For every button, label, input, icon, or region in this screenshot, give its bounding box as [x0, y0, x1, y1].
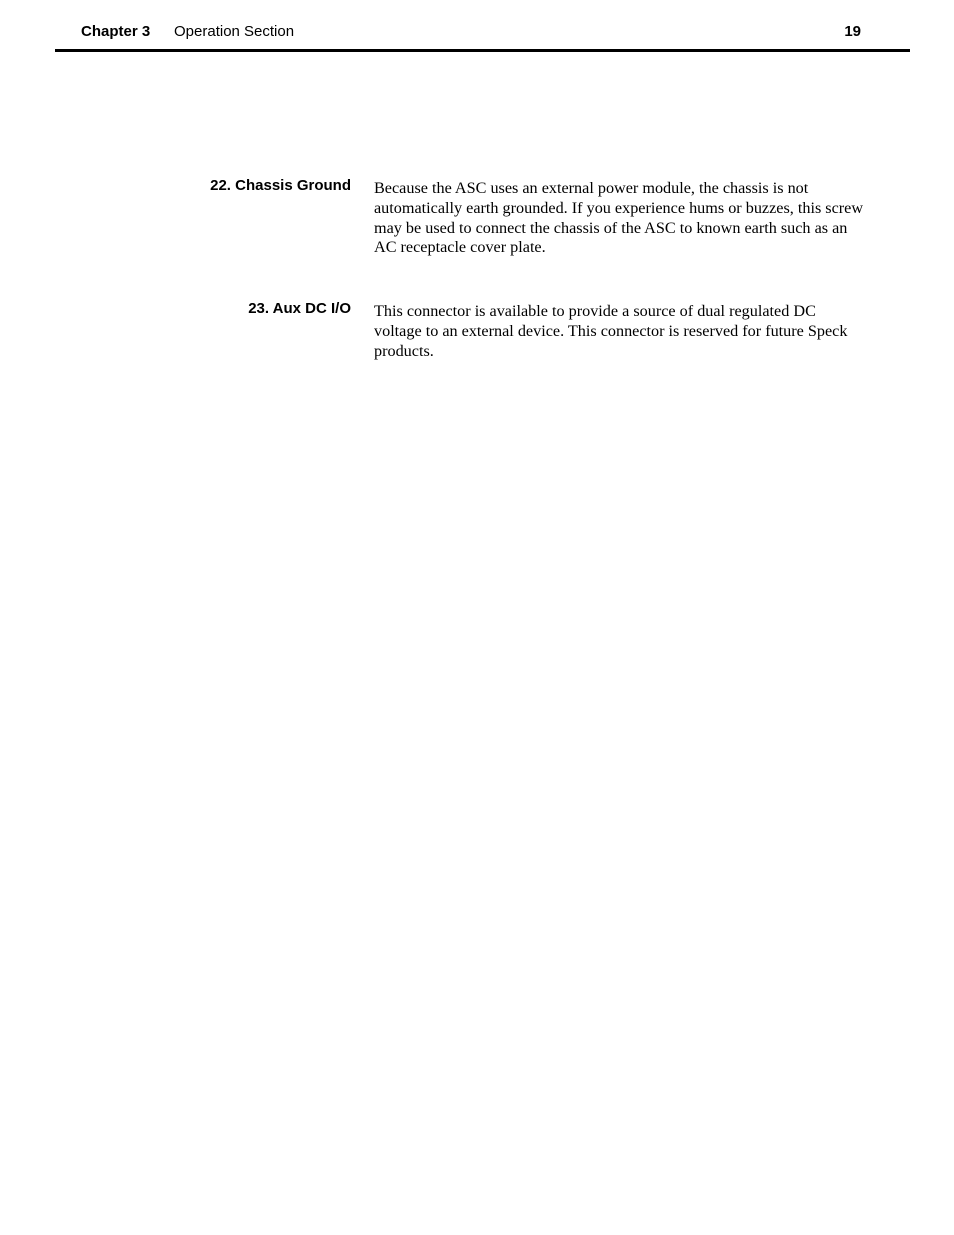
entry-body: Because the ASC uses an external power module, the chassis is not automatically earth grounded. If you experience hums or buzzes, this screw may be used to connect the chassis of the ASC to known earth such as an AC receptacle cover plate.	[374, 179, 864, 257]
page-number: 19	[844, 23, 861, 40]
section-title: Operation Section	[174, 23, 295, 40]
entry-heading: 22. Chassis Ground	[210, 177, 351, 194]
chapter-label: Chapter 3	[81, 23, 151, 40]
page-header	[55, 20, 910, 52]
entry-heading: 23. Aux DC I/O	[248, 300, 351, 317]
entry-body: This connector is available to provide a source of dual regulated DC voltage to an external device. This connector is reserved for future Speck products.	[374, 302, 848, 360]
